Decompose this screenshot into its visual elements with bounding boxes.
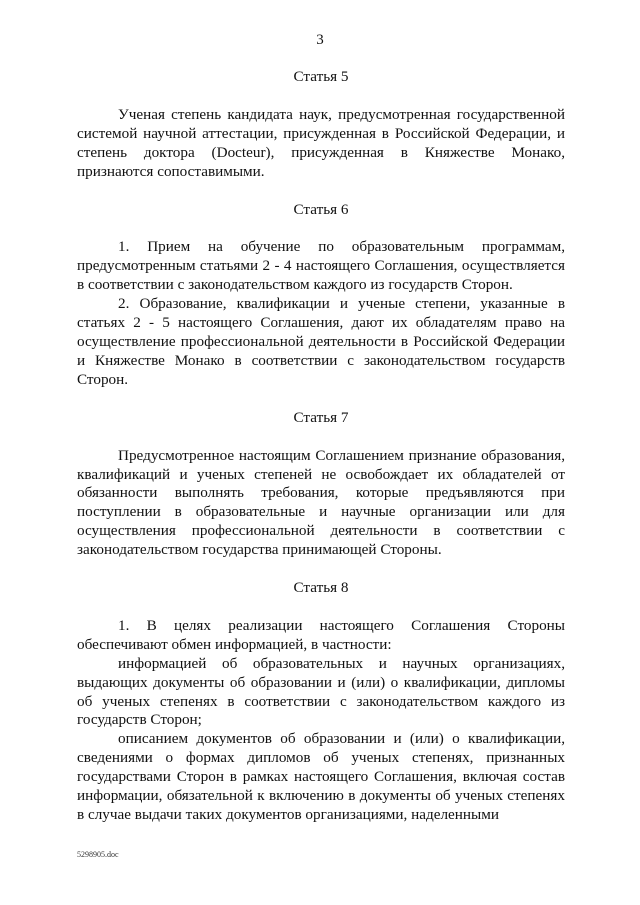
- article-8-paragraph-1: 1. В целях реализации настоящего Соглашения Стороны обеспечивают обмен информацией, в частности:: [77, 616, 565, 653]
- article-8-heading: Статья 8: [293, 579, 349, 597]
- article-6-heading: Статья 6: [293, 200, 349, 218]
- document-body: [77, 68, 565, 825]
- article-5-heading: Статья 5: [293, 68, 349, 85]
- article-7-paragraph: Предусмотренное настоящим Соглашением признание образования, квалификаций и ученых степеней не освобождает их обладателей от обязанности выполнять требования, которые предъявляются при поступлении в образовательные и научные организации или для осуществления профессиональной деятельности в соответствии с законодательством государства принимающей Стороны.: [77, 446, 565, 559]
- article-5-paragraph: Ученая степень кандидата наук, предусмотренная государственной системой научной аттестации, присужденная в Российской Федерации, и степень доктора (Docteur), присужденная в Княжестве Монако, признаются сопоставимыми.: [77, 105, 565, 180]
- document-filename: 5298905.doc: [77, 850, 119, 859]
- article-8-paragraph-2: информацией об образовательных и научных организациях, выдающих документы об образовании и (или) о квалификации, дипломы об ученых степенях в соответствии с законодательством каждого из государств Сторон;: [77, 654, 565, 729]
- article-8-paragraph-3: описанием документов об образовании и (или) о квалификации, сведениями о формах дипломов об ученых степенях, признанных государствами Сторон в рамках настоящего Соглашения, включая состав информации, обязательной к включению в документы об ученых степенях в случае выдачи таких документов организациями, наделенными: [77, 730, 565, 823]
- article-6-paragraph-2: 2. Образование, квалификации и ученые степени, указанные в статьях 2 - 5 настоящего Соглашения, дают их обладателям право на осуществление профессиональной деятельности в Российской Федерации и Княжестве Монако в соответствии с законодательством государств Сторон.: [77, 295, 565, 388]
- article-7-heading: Статья 7: [293, 408, 349, 426]
- page-number: 3: [316, 32, 324, 48]
- article-6-paragraph-1: 1. Прием на обучение по образовательным программам, предусмотренным статьями 2 - 4 настоящего Соглашения, осуществляется в соответствии с законодательством каждого из государств Сторон.: [77, 238, 565, 294]
